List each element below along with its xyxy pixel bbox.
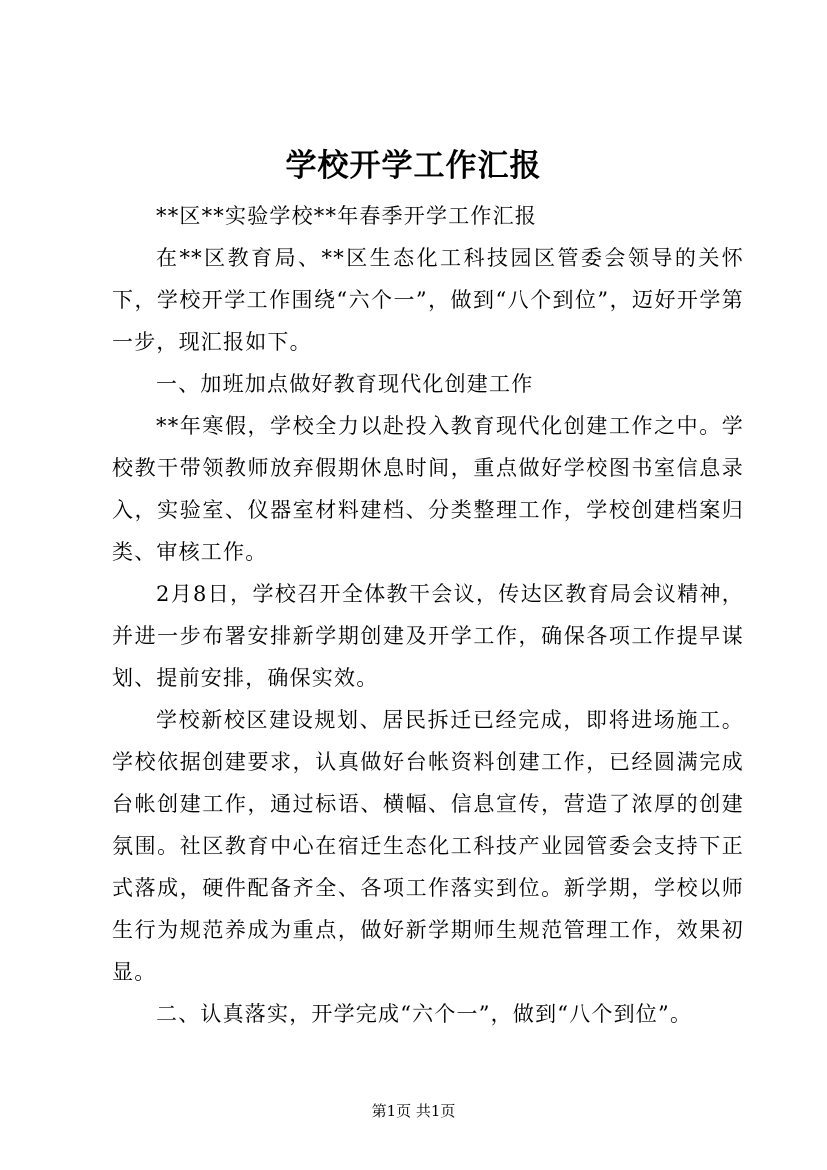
intro-paragraph: 在**区教育局、**区生态化工科技园区管委会领导的关怀下，学校开学工作围绕“六个一”，做到“八个到位”，迈好开学第一步，现汇报如下。 xyxy=(112,246,744,354)
document-title: 学校开学工作汇报 xyxy=(285,148,542,184)
meeting-paragraph: 2月8日，学校召开全体教干会议，传达区教育局会议精神，并进一步布署安排新学期创建及开学工作，确保各项工作提早谋划、提前安排，确保实效。 xyxy=(112,582,744,690)
section-heading-1: 一、加班加点做好教育现代化创建工作 xyxy=(156,372,534,396)
page-footer: 第1页 共1页 xyxy=(371,1102,456,1120)
section-heading-2: 二、认真落实，开学完成“六个一”，做到“八个到位”。 xyxy=(156,1002,693,1026)
new-campus-paragraph: 学校新校区建设规划、居民拆迁已经完成，即将进场施工。学校依据创建要求，认真做好台帐资料创建工作，已经圆满完成台帐创建工作，通过标语、横幅、信息宣传，营造了浓厚的创建氛围。社区教育中心在宿迁生态化工科技产业园管委会支持下正式落成，硬件配备齐全、各项工作落实到位。新学期，学校以师生行为规范养成为重点，做好新学期师生规范管理工作，效果初显。 xyxy=(112,708,744,984)
winter-break-paragraph: **年寒假，学校全力以赴投入教育现代化创建工作之中。学校教干带领教师放弃假期休息时间，重点做好学校图书室信息录入，实验室、仪器室材料建档、分类整理工作，学校创建档案归类、审核工作。 xyxy=(112,414,744,564)
document-body xyxy=(112,195,744,1035)
report-subtitle-paragraph: **区**实验学校**年春季开学工作汇报 xyxy=(156,204,537,228)
